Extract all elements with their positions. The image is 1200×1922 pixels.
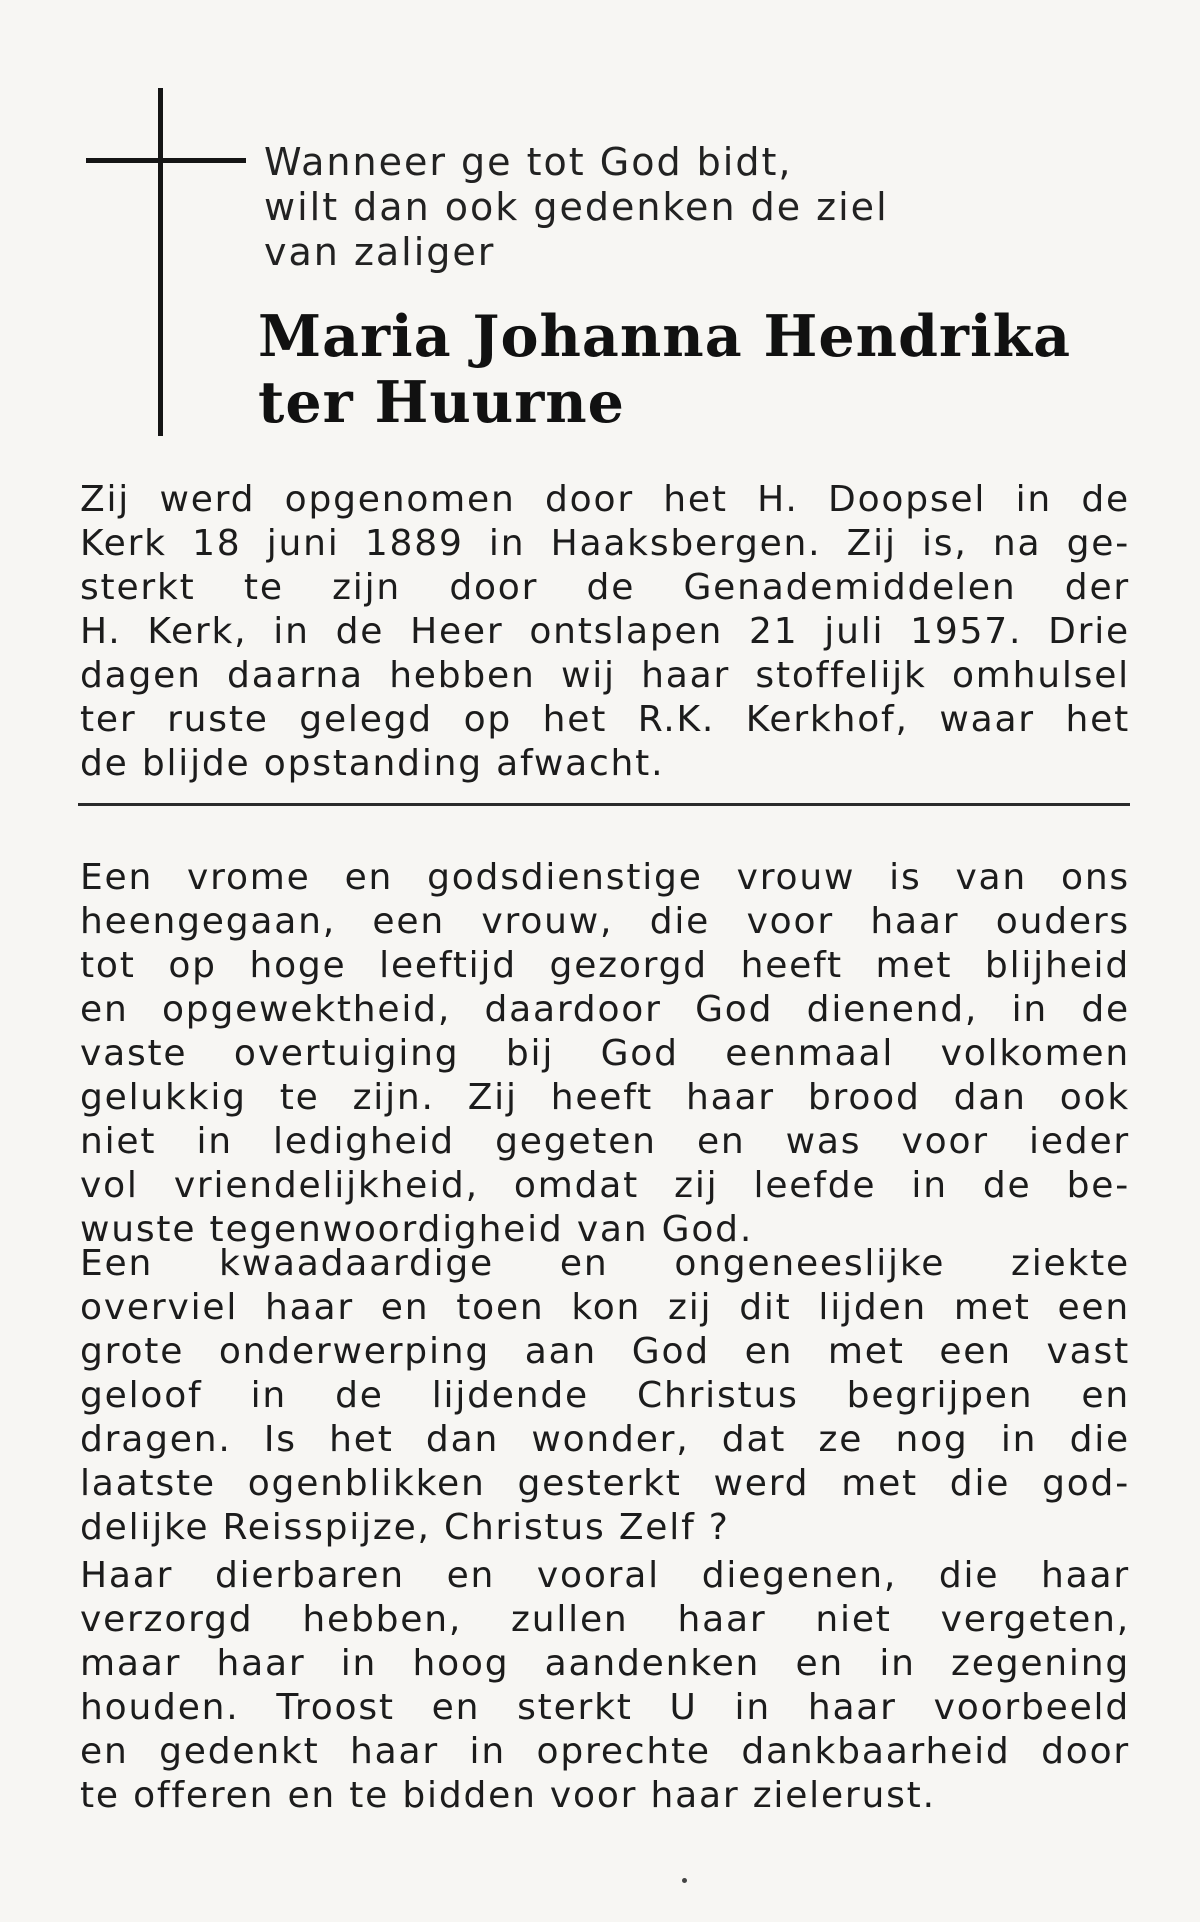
text-line: Een vrome en godsdienstige vrouw is van ons — [80, 857, 1130, 898]
text-line: vaste overtuiging bij God eenmaal volkomen — [80, 1033, 1130, 1074]
text-line: de blijde opstanding afwacht. — [80, 743, 665, 784]
text-line: H. Kerk, in de Heer ontslapen 21 juli 1957. Drie — [80, 611, 1130, 652]
text-line: laatste ogenblikken gesterkt werd met die god- — [80, 1463, 1130, 1504]
biography-paragraph — [80, 478, 1130, 786]
deceased-name — [258, 304, 1118, 436]
tribute-paragraph-3 — [80, 1554, 1130, 1818]
text-line: Zij werd opgenomen door het H. Doopsel in de — [80, 479, 1130, 520]
text-line: geloof in de lijdende Christus begrijpen en — [80, 1375, 1130, 1416]
text-line: maar haar in hoog aandenken en in zegening — [80, 1643, 1130, 1684]
text-line: dagen daarna hebben wij haar stoffelijk omhulsel — [80, 655, 1130, 696]
text-line: gelukkig te zijn. Zij heeft haar brood dan ook — [80, 1077, 1130, 1118]
text-line: dragen. Is het dan wonder, dat ze nog in die — [80, 1419, 1130, 1460]
name-line: Maria Johanna Hendrika — [258, 303, 1072, 370]
cross-horizontal-bar — [86, 158, 246, 163]
text-line: te offeren en te bidden voor haar zielerust. — [80, 1775, 936, 1816]
text-line: en opgewektheid, daardoor God dienend, in de — [80, 989, 1130, 1030]
text-line: tot op hoge leeftijd gezorgd heeft met blijheid — [80, 945, 1130, 986]
text-line: en gedenkt haar in oprechte dankbaarheid door — [80, 1731, 1130, 1772]
text-line: vol vriendelijkheid, omdat zij leefde in de be- — [80, 1165, 1130, 1206]
text-line: heengegaan, een vrouw, die voor haar ouders — [80, 901, 1130, 942]
text-line: houden. Troost en sterkt U in haar voorbeeld — [80, 1687, 1130, 1728]
text-line: grote onderwerping aan God en met een vast — [80, 1331, 1130, 1372]
text-line: Haar dierbaren en vooral diegenen, die haar — [80, 1555, 1130, 1596]
text-line: sterkt te zijn door de Genademiddelen der — [80, 567, 1130, 608]
prayer-line: Wanneer ge tot God bidt, — [264, 140, 793, 184]
text-line: ter ruste gelegd op het R.K. Kerkhof, waar het — [80, 699, 1130, 740]
text-line: verzorgd hebben, zullen haar niet vergeten, — [80, 1599, 1130, 1640]
name-line: ter Huurne — [258, 369, 625, 436]
text-line: Kerk 18 juni 1889 in Haaksbergen. Zij is, na ge- — [80, 523, 1130, 564]
text-line: niet in ledigheid gegeten en was voor ieder — [80, 1121, 1130, 1162]
text-line: delijke Reisspijze, Christus Zelf ? — [80, 1507, 730, 1548]
text-line: Een kwaadaardige en ongeneeslijke ziekte — [80, 1243, 1130, 1284]
tribute-paragraph-1 — [80, 856, 1130, 1252]
text-line: wuste tegenwoordigheid van God. — [80, 1209, 754, 1250]
prayer-line: van zaliger — [264, 230, 496, 274]
section-divider — [78, 803, 1130, 806]
text-line: overviel haar en toen kon zij dit lijden met een — [80, 1287, 1130, 1328]
tribute-paragraph-2 — [80, 1242, 1130, 1550]
cross-vertical-bar — [158, 88, 163, 436]
print-speck — [682, 1878, 687, 1883]
prayer-request — [264, 140, 1024, 275]
prayer-line: wilt dan ook gedenken de ziel — [264, 185, 889, 229]
cross-icon — [86, 88, 246, 436]
